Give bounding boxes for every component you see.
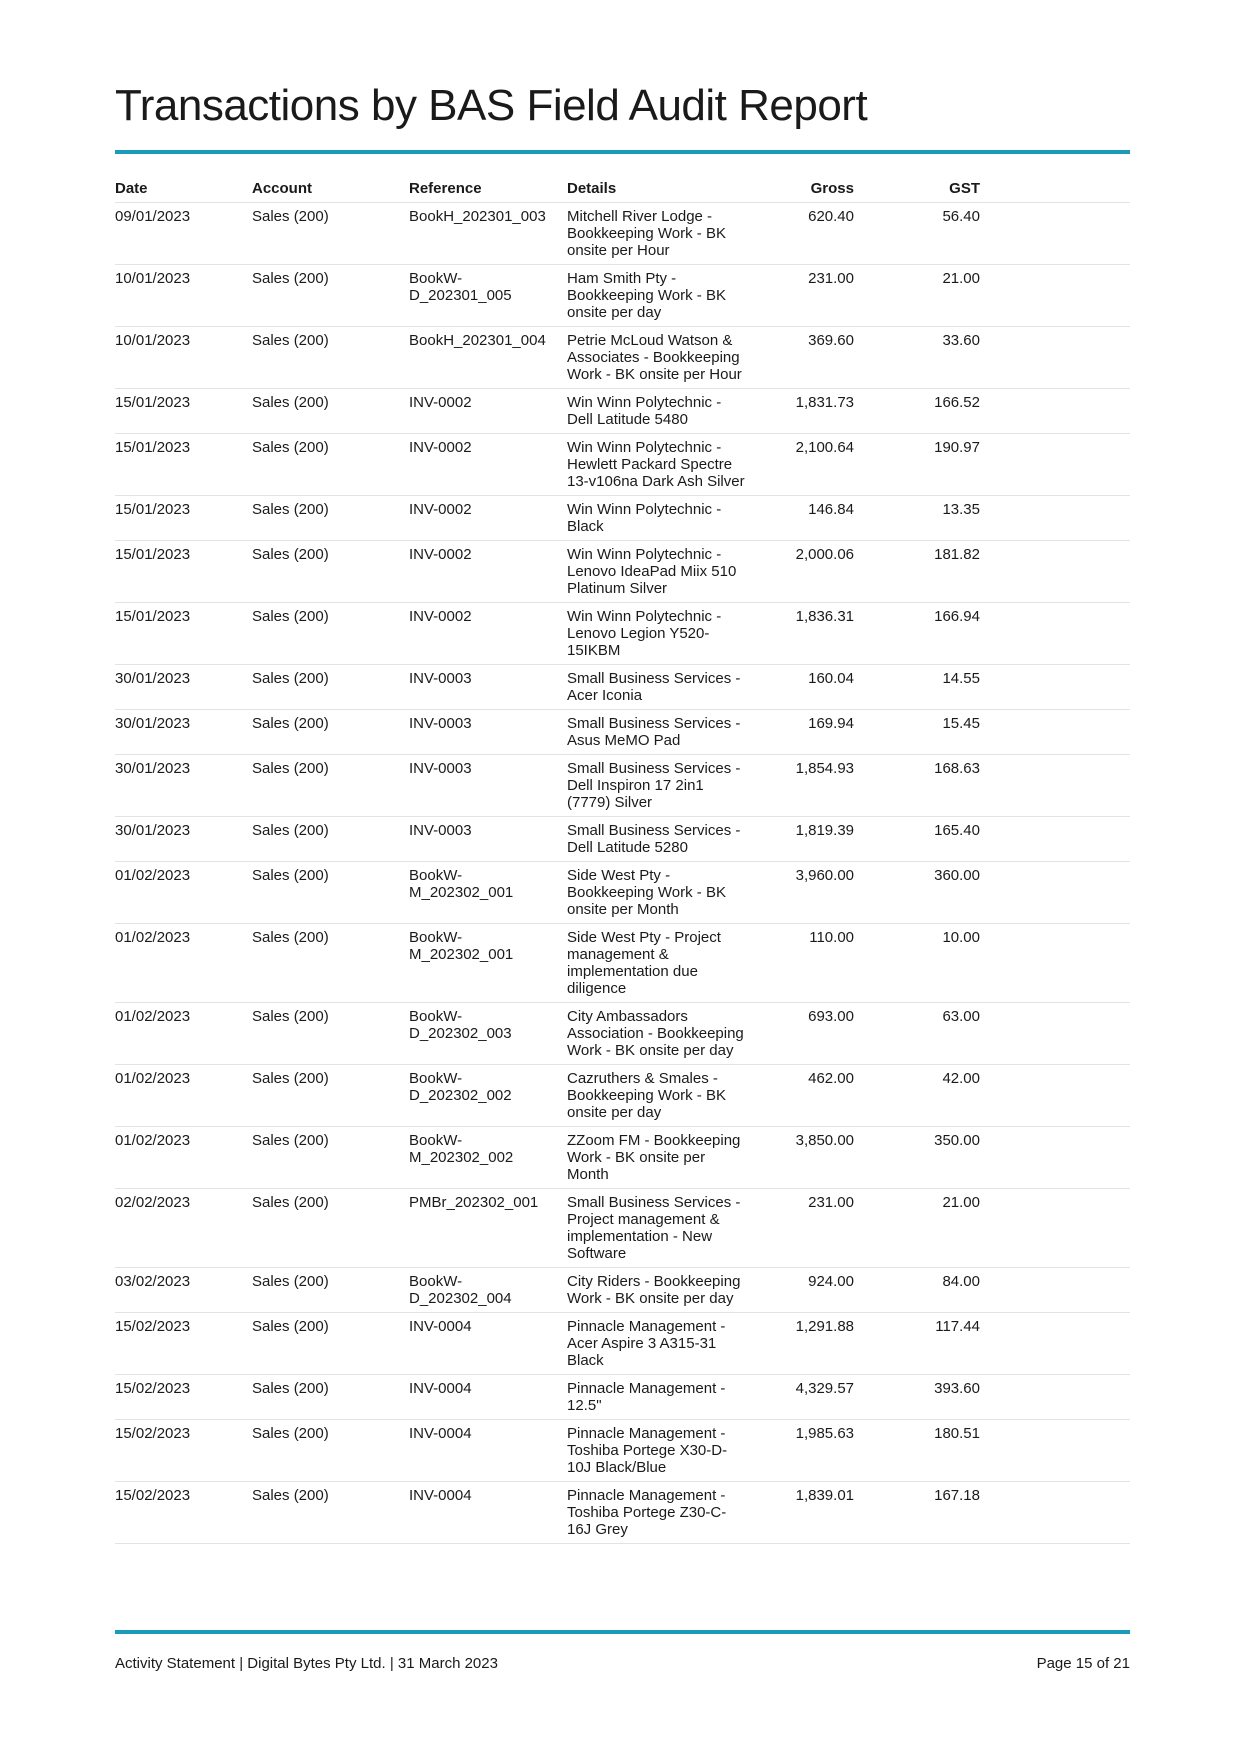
- cell-reference: BookW-M_202302_002: [409, 1127, 567, 1189]
- cell-reference: INV-0002: [409, 434, 567, 496]
- cell-spacer: [980, 1268, 1130, 1313]
- cell-date: 01/02/2023: [115, 924, 252, 1003]
- cell-gst: 15.45: [854, 710, 980, 755]
- table-row: [115, 817, 1130, 862]
- cell-details: Mitchell River Lodge - Bookkeeping Work - BK onsite per Hour: [567, 203, 757, 265]
- cell-account: Sales (200): [252, 1313, 409, 1375]
- table-row: [115, 496, 1130, 541]
- cell-date: 15/01/2023: [115, 389, 252, 434]
- cell-spacer: [980, 603, 1130, 665]
- cell-spacer: [980, 203, 1130, 265]
- table-row: [115, 1127, 1130, 1189]
- cell-gross: 1,831.73: [757, 389, 854, 434]
- cell-date: 30/01/2023: [115, 710, 252, 755]
- cell-account: Sales (200): [252, 817, 409, 862]
- cell-gross: 1,836.31: [757, 603, 854, 665]
- cell-gst: 10.00: [854, 924, 980, 1003]
- table-row: [115, 541, 1130, 603]
- cell-gst: 166.52: [854, 389, 980, 434]
- cell-details: Pinnacle Management - Toshiba Portege Z30-C-16J Grey: [567, 1482, 757, 1544]
- column-header-spacer: [980, 176, 1130, 203]
- cell-account: Sales (200): [252, 1375, 409, 1420]
- cell-account: Sales (200): [252, 1482, 409, 1544]
- page-title: Transactions by BAS Field Audit Report: [115, 81, 868, 130]
- cell-spacer: [980, 755, 1130, 817]
- cell-gross: 924.00: [757, 1268, 854, 1313]
- table-row: [115, 389, 1130, 434]
- cell-details: Side West Pty - Project management & implementation due diligence: [567, 924, 757, 1003]
- cell-spacer: [980, 710, 1130, 755]
- cell-gross: 146.84: [757, 496, 854, 541]
- cell-account: Sales (200): [252, 434, 409, 496]
- cell-reference: INV-0003: [409, 710, 567, 755]
- cell-details: Small Business Services - Dell Inspiron 17 2in1 (7779) Silver: [567, 755, 757, 817]
- cell-reference: PMBr_202302_001: [409, 1189, 567, 1268]
- cell-gross: 169.94: [757, 710, 854, 755]
- cell-date: 15/01/2023: [115, 434, 252, 496]
- footer-page-number: Page 15 of 21: [1036, 1655, 1130, 1672]
- cell-account: Sales (200): [252, 1268, 409, 1313]
- transactions-table: [115, 176, 1130, 1544]
- cell-gst: 33.60: [854, 327, 980, 389]
- table-row: [115, 327, 1130, 389]
- cell-account: Sales (200): [252, 1065, 409, 1127]
- cell-date: 30/01/2023: [115, 817, 252, 862]
- cell-account: Sales (200): [252, 665, 409, 710]
- cell-reference: INV-0002: [409, 541, 567, 603]
- cell-reference: INV-0002: [409, 389, 567, 434]
- cell-reference: INV-0003: [409, 755, 567, 817]
- cell-details: Pinnacle Management - Acer Aspire 3 A315-31 Black: [567, 1313, 757, 1375]
- cell-gross: 369.60: [757, 327, 854, 389]
- table-row: [115, 755, 1130, 817]
- cell-details: Ham Smith Pty - Bookkeeping Work - BK onsite per day: [567, 265, 757, 327]
- cell-spacer: [980, 434, 1130, 496]
- cell-date: 01/02/2023: [115, 1003, 252, 1065]
- cell-gst: 165.40: [854, 817, 980, 862]
- cell-gross: 2,000.06: [757, 541, 854, 603]
- cell-account: Sales (200): [252, 541, 409, 603]
- cell-account: Sales (200): [252, 1127, 409, 1189]
- cell-date: 01/02/2023: [115, 862, 252, 924]
- cell-account: Sales (200): [252, 1189, 409, 1268]
- cell-account: Sales (200): [252, 603, 409, 665]
- cell-details: Small Business Services - Project management & implementation - New Software: [567, 1189, 757, 1268]
- table-row: [115, 434, 1130, 496]
- cell-date: 15/02/2023: [115, 1482, 252, 1544]
- cell-gst: 350.00: [854, 1127, 980, 1189]
- cell-gst: 360.00: [854, 862, 980, 924]
- cell-gst: 181.82: [854, 541, 980, 603]
- cell-date: 15/01/2023: [115, 496, 252, 541]
- table-header-row: [115, 176, 1130, 203]
- cell-details: Small Business Services - Acer Iconia: [567, 665, 757, 710]
- cell-account: Sales (200): [252, 710, 409, 755]
- cell-reference: INV-0002: [409, 496, 567, 541]
- cell-spacer: [980, 496, 1130, 541]
- cell-reference: INV-0002: [409, 603, 567, 665]
- cell-date: 10/01/2023: [115, 327, 252, 389]
- cell-reference: BookW-D_202301_005: [409, 265, 567, 327]
- cell-spacer: [980, 327, 1130, 389]
- cell-account: Sales (200): [252, 265, 409, 327]
- cell-account: Sales (200): [252, 389, 409, 434]
- cell-gst: 180.51: [854, 1420, 980, 1482]
- cell-gross: 3,960.00: [757, 862, 854, 924]
- cell-gross: 1,819.39: [757, 817, 854, 862]
- cell-details: Small Business Services - Dell Latitude 5280: [567, 817, 757, 862]
- cell-date: 01/02/2023: [115, 1127, 252, 1189]
- table-row: [115, 603, 1130, 665]
- cell-gross: 1,291.88: [757, 1313, 854, 1375]
- cell-details: Win Winn Polytechnic - Hewlett Packard Spectre 13-v106na Dark Ash Silver: [567, 434, 757, 496]
- table-row: [115, 203, 1130, 265]
- table-row: [115, 1420, 1130, 1482]
- cell-spacer: [980, 1420, 1130, 1482]
- cell-gross: 462.00: [757, 1065, 854, 1127]
- cell-spacer: [980, 1313, 1130, 1375]
- cell-spacer: [980, 1375, 1130, 1420]
- cell-details: Pinnacle Management - Toshiba Portege X30-D-10J Black/Blue: [567, 1420, 757, 1482]
- cell-details: City Ambassadors Association - Bookkeeping Work - BK onsite per day: [567, 1003, 757, 1065]
- cell-reference: INV-0004: [409, 1482, 567, 1544]
- table-row: [115, 1313, 1130, 1375]
- cell-spacer: [980, 541, 1130, 603]
- cell-spacer: [980, 862, 1130, 924]
- table-row: [115, 665, 1130, 710]
- cell-details: City Riders - Bookkeeping Work - BK onsite per day: [567, 1268, 757, 1313]
- cell-account: Sales (200): [252, 924, 409, 1003]
- cell-date: 01/02/2023: [115, 1065, 252, 1127]
- cell-gross: 1,985.63: [757, 1420, 854, 1482]
- cell-gst: 167.18: [854, 1482, 980, 1544]
- cell-account: Sales (200): [252, 496, 409, 541]
- cell-account: Sales (200): [252, 327, 409, 389]
- cell-gst: 21.00: [854, 265, 980, 327]
- title-divider: [115, 150, 1130, 154]
- table-row: [115, 1065, 1130, 1127]
- cell-details: Win Winn Polytechnic - Lenovo IdeaPad Miix 510 Platinum Silver: [567, 541, 757, 603]
- cell-gross: 3,850.00: [757, 1127, 854, 1189]
- cell-account: Sales (200): [252, 1420, 409, 1482]
- cell-details: Petrie McLoud Watson & Associates - Bookkeeping Work - BK onsite per Hour: [567, 327, 757, 389]
- cell-spacer: [980, 1482, 1130, 1544]
- cell-spacer: [980, 265, 1130, 327]
- cell-gst: 84.00: [854, 1268, 980, 1313]
- table-row: [115, 1003, 1130, 1065]
- cell-reference: BookH_202301_004: [409, 327, 567, 389]
- cell-gst: 42.00: [854, 1065, 980, 1127]
- column-header-reference: Reference: [409, 176, 567, 203]
- cell-gross: 693.00: [757, 1003, 854, 1065]
- cell-date: 15/02/2023: [115, 1375, 252, 1420]
- cell-account: Sales (200): [252, 862, 409, 924]
- cell-spacer: [980, 389, 1130, 434]
- cell-gst: 63.00: [854, 1003, 980, 1065]
- cell-reference: BookW-M_202302_001: [409, 862, 567, 924]
- cell-details: Small Business Services - Asus MeMO Pad: [567, 710, 757, 755]
- cell-gst: 56.40: [854, 203, 980, 265]
- table-row: [115, 862, 1130, 924]
- cell-spacer: [980, 1065, 1130, 1127]
- cell-details: Win Winn Polytechnic - Dell Latitude 5480: [567, 389, 757, 434]
- cell-reference: INV-0004: [409, 1420, 567, 1482]
- cell-spacer: [980, 1003, 1130, 1065]
- cell-details: ZZoom FM - Bookkeeping Work - BK onsite per Month: [567, 1127, 757, 1189]
- cell-date: 10/01/2023: [115, 265, 252, 327]
- cell-gst: 393.60: [854, 1375, 980, 1420]
- cell-gross: 1,839.01: [757, 1482, 854, 1544]
- cell-reference: BookW-D_202302_004: [409, 1268, 567, 1313]
- cell-gst: 190.97: [854, 434, 980, 496]
- cell-reference: BookW-D_202302_003: [409, 1003, 567, 1065]
- cell-reference: BookH_202301_003: [409, 203, 567, 265]
- table-row: [115, 265, 1130, 327]
- cell-gst: 13.35: [854, 496, 980, 541]
- cell-spacer: [980, 817, 1130, 862]
- column-header-gross: Gross: [757, 176, 854, 203]
- cell-date: 02/02/2023: [115, 1189, 252, 1268]
- cell-spacer: [980, 665, 1130, 710]
- cell-date: 30/01/2023: [115, 665, 252, 710]
- cell-gross: 110.00: [757, 924, 854, 1003]
- column-header-account: Account: [252, 176, 409, 203]
- cell-reference: INV-0004: [409, 1313, 567, 1375]
- cell-spacer: [980, 924, 1130, 1003]
- cell-details: Win Winn Polytechnic - Black: [567, 496, 757, 541]
- cell-gst: 21.00: [854, 1189, 980, 1268]
- cell-details: Cazruthers & Smales - Bookkeeping Work - BK onsite per day: [567, 1065, 757, 1127]
- cell-details: Pinnacle Management - 12.5": [567, 1375, 757, 1420]
- table-row: [115, 1268, 1130, 1313]
- cell-reference: INV-0003: [409, 817, 567, 862]
- cell-gst: 117.44: [854, 1313, 980, 1375]
- cell-gst: 168.63: [854, 755, 980, 817]
- cell-reference: BookW-M_202302_001: [409, 924, 567, 1003]
- footer-divider: [115, 1630, 1130, 1634]
- cell-reference: INV-0004: [409, 1375, 567, 1420]
- footer-document-info: Activity Statement | Digital Bytes Pty Ltd. | 31 March 2023: [115, 1655, 498, 1672]
- cell-date: 09/01/2023: [115, 203, 252, 265]
- cell-gross: 620.40: [757, 203, 854, 265]
- table-body: [115, 203, 1130, 1544]
- column-header-gst: GST: [854, 176, 980, 203]
- cell-gross: 160.04: [757, 665, 854, 710]
- table-row: [115, 1189, 1130, 1268]
- table-row: [115, 924, 1130, 1003]
- cell-reference: BookW-D_202302_002: [409, 1065, 567, 1127]
- table-row: [115, 710, 1130, 755]
- cell-reference: INV-0003: [409, 665, 567, 710]
- table-row: [115, 1482, 1130, 1544]
- cell-account: Sales (200): [252, 203, 409, 265]
- cell-gross: 1,854.93: [757, 755, 854, 817]
- cell-date: 03/02/2023: [115, 1268, 252, 1313]
- cell-gst: 166.94: [854, 603, 980, 665]
- column-header-date: Date: [115, 176, 252, 203]
- cell-date: 15/02/2023: [115, 1313, 252, 1375]
- cell-details: Side West Pty - Bookkeeping Work - BK onsite per Month: [567, 862, 757, 924]
- cell-gross: 2,100.64: [757, 434, 854, 496]
- cell-spacer: [980, 1127, 1130, 1189]
- cell-spacer: [980, 1189, 1130, 1268]
- cell-date: 15/01/2023: [115, 541, 252, 603]
- cell-account: Sales (200): [252, 1003, 409, 1065]
- cell-gst: 14.55: [854, 665, 980, 710]
- cell-gross: 4,329.57: [757, 1375, 854, 1420]
- cell-gross: 231.00: [757, 1189, 854, 1268]
- cell-date: 15/02/2023: [115, 1420, 252, 1482]
- cell-account: Sales (200): [252, 755, 409, 817]
- cell-gross: 231.00: [757, 265, 854, 327]
- cell-details: Win Winn Polytechnic - Lenovo Legion Y520-15IKBM: [567, 603, 757, 665]
- table-row: [115, 1375, 1130, 1420]
- cell-date: 15/01/2023: [115, 603, 252, 665]
- column-header-details: Details: [567, 176, 757, 203]
- cell-date: 30/01/2023: [115, 755, 252, 817]
